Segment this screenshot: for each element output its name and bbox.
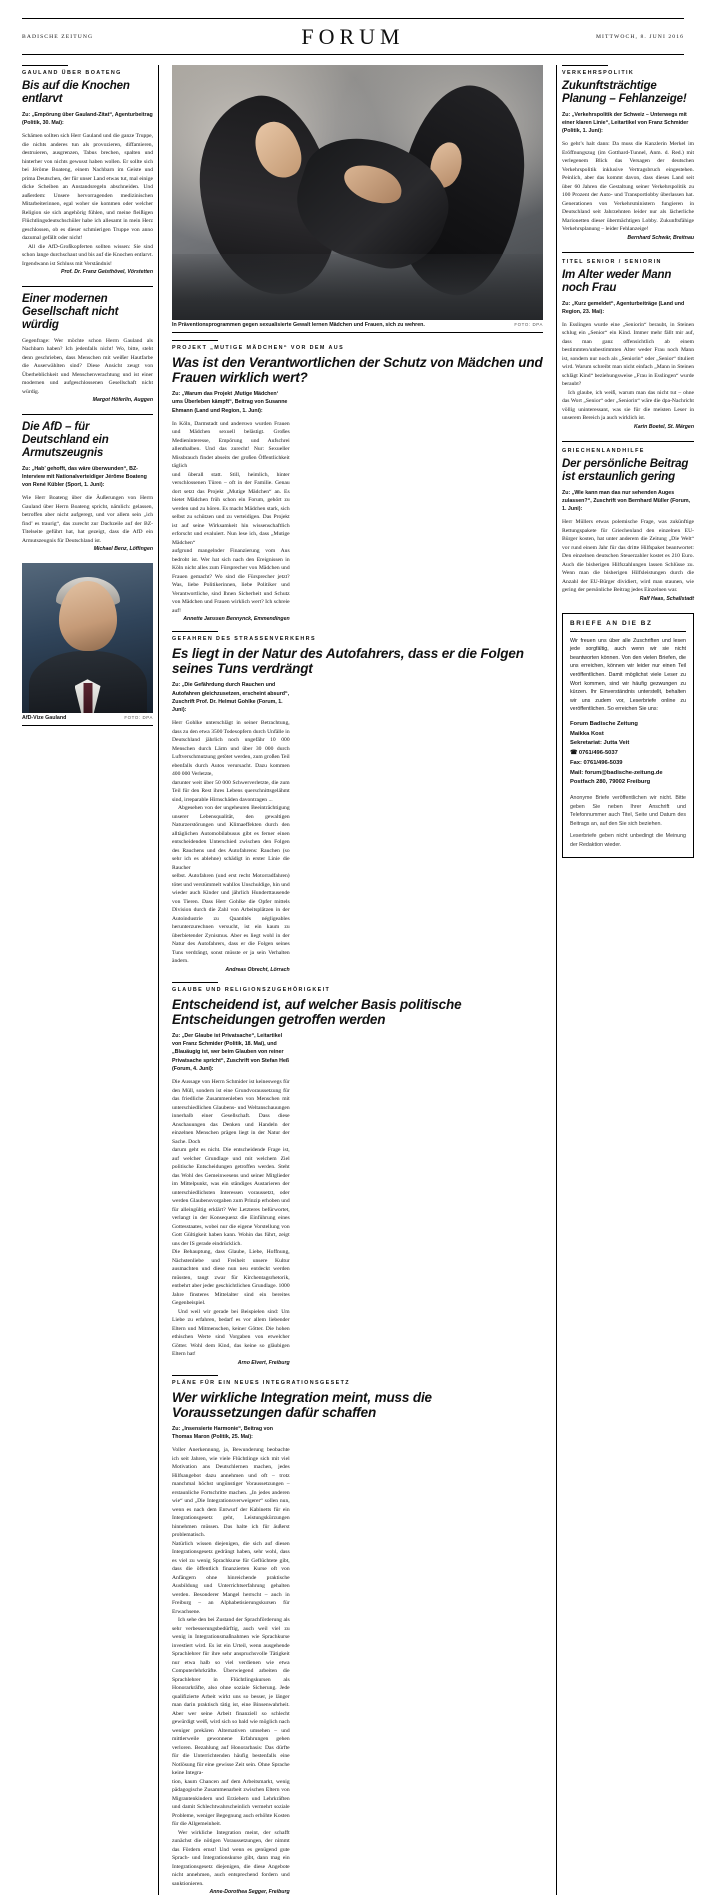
article-headline: Wer wirkliche Integration meint, muss die Voraussetzungen dafür schaffen [172, 1389, 432, 1420]
article-headline: Einer modernen Gesellschaft nicht würdig [22, 293, 119, 331]
article-afd-armutszeugnis [22, 414, 153, 554]
article-kicker: TITEL SENIOR / SENIORIN [562, 258, 662, 265]
article-body [172, 1425, 543, 1895]
right-column [562, 65, 694, 858]
article-paragraph: Herr Gohlke unterschlägt in seiner Betrachtung, dass zu den etwa 3500 Todesopfern durch Unfälle in Deutschland jährlich noch ungefähr 10 000 Menschen durch Lärm und über 30 000 durch Luftverschmutzung getötet werden, zum großen Teil ebenfalls durch Autos verursacht. Dazu kommen 400 000 Verletzte, [172, 720, 290, 778]
article-strassenverkehr [172, 631, 543, 973]
article-paragraph: Ich glaube, ich weiß, warum man das nicht tut – ohne das Wort „Senior“ oder „Seniorin“ wäre die dpa-Nachricht völlig uninteressant, was sie für die meisten Leser in unserem Bereich ja auch wirklich ist. [562, 389, 694, 422]
portrait-caption: AfD-Vize Gauland [22, 715, 67, 722]
portrait-image [22, 563, 153, 713]
article-intro: Zu: „Empörung über Gauland-Zitat“, Agenturbeitrag (Politik, 30. Mai): [22, 111, 153, 126]
portrait-caption-bar [22, 713, 153, 726]
article-signature: Anne-Dorothea Segger, Freiburg [209, 1889, 290, 1895]
article-intro: Zu: „Hab’ gehofft, das wäre überwunden“, BZ-Interview mit Nationalverteidiger Jérôme Boateng von René Kübler (Sport, 1. Juni): [22, 465, 147, 489]
center-column [164, 65, 551, 1895]
article-headline: Bis auf die Knochen entlarvt [22, 80, 130, 105]
contact-address: Postfach 280, 79002 Freiburg [570, 779, 651, 786]
article-body [22, 132, 153, 277]
box-intro-text: Wir freuen uns über alle Zuschriften und lesen jede sorgfältig, auch wenn wir sie nicht beantworten können. Von den vielen Briefen, die uns erreichen, können wir leider nur einen Teil veröffentlichen. Damit möglichst viele Leser zu Wort kommen, sind wir häufig gezwungen zu kürzen. Ihr Einverständnis unterstellt, behalten wir uns zudem vor, Leserbriefe online zu veröffentlichen. So erreichen Sie uns: [570, 637, 686, 713]
article-intro: Zu: „Warum das Projekt ‚Mutige Mädchen‘ ums Überleben kämpft“, Beitrag von Susanne Ehmann (Land und Region, 1. Juni): [172, 391, 288, 414]
page-title: FORUM [301, 24, 405, 49]
article-paragraph: tion, kaum Chancen auf dem Arbeitsmarkt, wenig pädagogische Zusammenarbeit zwischen Eltern von Migrantenkindern und Erziehern und Lehrkräften und damit Schlechtwahrscheinlich vermehrt soziale Probleme, weniger Begegnung auch erhöhte Kosten für die Allgemeinheit. [172, 1778, 290, 1828]
article-verkehrspolitik [562, 65, 694, 243]
kicker-rule [172, 1375, 218, 1376]
article-signature: Arno Elvert, Freiburg [237, 1359, 290, 1366]
article-paragraph: Wer wirkliche Integration meint, der schafft zunächst die nötigen Voraussetzungen, der nimmt das Fördern ernst! Und wenn es genügend gute Sprach- und Integrationskurse gibt, dann mag ein Integrationsgesetz diejenigen, die diese Angebote nicht annehmen, auch entsprechend fordern und sanktionieren. [172, 1829, 290, 1887]
article-signature: Bernhard Schwär, Breitnau [627, 234, 694, 241]
article-signature: Margot Höferlin, Auggen [92, 397, 153, 404]
article-paragraph: Abgesehen von der ungeheuren Beeinträchtigung unserer Lebensqualität, den gewaltigen Naturzerstörungen und Klimaeffekten durch den alltäglichen Automobilabusus gibt es ferner einen entscheidenden Unterschied zwischen den Folgen des Rauchens und des Autofahrens: Rauchen (so sehr ich es ablehne) schädigt in erster Linie die Raucher [172, 805, 290, 871]
article-intro: Zu: „Verkehrspolitik der Schweiz – Unterwegs mit einer klaren Linie“, Leitartikel von Franz Schmider (Politik, 1. Juni): [562, 111, 689, 135]
main-caption: In Präventionsprogrammen gegen sexualisierte Gewalt lernen Mädchen und Frauen, sich zu wehren. [172, 322, 425, 328]
article-paragraph: Gegenfrage: Wer möchte schon Herrn Gauland als Nachbarn haben? Ich jedenfalls nicht! Wo, bitte, steht denn geschrieben, dass Menschen mit weißer Hautfarbe die Auserwählten sind? Diese Ansicht zeugt von Überheblichkeit und Menschenverachtung und ist einer modernen und aufgeschlossenen Gesellschaft nicht würdig. [22, 337, 153, 395]
article-paragraph: Voller Anerkennung, ja, Bewunderung beobachte ich seit Jahren, wie viele Flüchtlinge sich mit viel Motivation ans Deutschlernen machen, jedes Hilfsangebot dazu annehmen und oft – trotz manchmal höchst ungünstiger Voraussetzungen – erstaunliche Fortschritte machen. „In jedes anderen wie“ und „Die Integrationsverweigerer“ sollen nun, wenn es nach dem Entwurf der Kabinetts für ein Integrationsgesetz geht, Leistungskürzungen hinnehmen müssen. Das halte ich für äußerst problematisch. [172, 1447, 290, 1539]
article-body [22, 494, 153, 554]
article-glaube-religion [172, 982, 543, 1366]
article-paragraph: Natürlich wissen diejenigen, die sich auf diesen Integrationsgesetz gedrängt haben, sehr wohl, dass es viel zu wenig Sprachkurse für Geflüchtete gibt, dass die öffentlich finanzierten Kurse oft von Anfängern ohne hinreichende praktische Ausbildung und Unterrichtserfahrung gehalten werden. Besonderer Mangel herrscht – auch in Freiburg – an Alphabetisierungskursen für Erwachsene. [172, 1540, 290, 1615]
contact-department: Forum Badische Zeitung [570, 720, 638, 727]
briefe-an-die-bz-box [562, 613, 694, 859]
article-kicker: GEFAHREN DES STRASSENVERKEHRS [172, 636, 316, 643]
contact-phone[interactable]: ☎ 0761/496-5037 [570, 750, 618, 757]
masthead-publication: BADISCHE ZEITUNG [22, 34, 94, 40]
article-intro: Zu: „Die Gefährdung durch Rauchen und Autofahren gleichzusetzen, erscheint absurd“, Zuschrift Prof. Dr. Helmut Gohlke (Forum, 1. Juni): [172, 682, 290, 714]
article-paragraph: darunter weit über 50 000 Schwerverletzte, die zum Teil für den Rest ihres Lebens querschnittsgelähmt sind, irreparable Hirnschäden davontragen ... [172, 779, 290, 803]
kicker-rule [172, 340, 218, 341]
article-kicker: PLÄNE FÜR EIN NEUES INTEGRATIONSGESETZ [172, 1379, 350, 1386]
article-body [22, 337, 153, 405]
article-signature: Karin Boetel, St. Märgen [634, 423, 694, 430]
article-headline: Was ist den Verantwortlichen der Schutz von Mädchen und Frauen wirklich wert? [172, 354, 543, 385]
article-headline: Entscheidend ist, auf welcher Basis politische Entscheidungen getroffen werden [172, 996, 462, 1027]
article-intro: Zu: „Wie kann man das nur sehenden Auges zulassen?“, Zuschrift von Bernhard Müller (Forum, 1. Juni): [562, 489, 691, 513]
main-photo-block [172, 65, 543, 333]
main-caption-bar [172, 320, 543, 333]
box-footnote-anonymous: Anonyme Briefe veröffentlichen wir nicht. Bitte geben Sie neben Ihrer Anschrift und Telefonnummer auch Titel, Seite und Datum des Beitrags an, auf den Sie sich beziehen. [570, 794, 686, 827]
article-paragraph: In Esslingen wurde eine „Seniorin“ beraubt, in Steinen schlug ein „Senior“ ein Kind. Immer mehr fällt mir auf, dass man ganz offensichtlich ab einem bestimmten/unbestimmten Alter weder Frau noch Mann ist, sondern nur noch als „Seniorin“ oder „Senior“ tituliert wird. Warum schreibt man nicht einfach „Mann in Steinen schlägt Kind“ beziehungsweise „Frau in Esslingen“ wurde beraubt? [562, 321, 694, 388]
article-paragraph: aufgrund mangelnder Finanzierung vom Aus bedroht ist. Wer hat sich nach den Ereignissen in Köln nicht alles zum Fürsprecher von Mädchen und Frauen gemacht? Wo sind die Fürsprecher jetzt? Was, liebe Politikerinnen, liebe Politiker und Verantwortliche, sind Ihnen Sicherheit und Schutz von Mädchen und Frauen wirklich wert? Ich schreie auf! [172, 548, 290, 614]
article-body [172, 1032, 543, 1366]
box-footnote-disclaimer: Leserbriefe geben nicht unbedingt die Meinung der Redaktion wieder. [570, 833, 686, 848]
article-paragraph: Schämen sollten sich Herr Gauland und die ganze Truppe, die nichts anderes tun als provozieren, diffamieren, destruieren, ausgrenzen, Tabus brechen, spalten und hinterher von nichts gewusst haben wollen. Er sollte sich bei Jérôme Boateng, einem Nachbarn im Geiste und prima Deutschen, der für unser Land etwas tut, mal einige dicke Scheiben an Anstandsregeln abschneiden. Und außerdem: Unsere hervorragenden medizinischen Mitarbeiterinnen, egal woher sie kommen oder welcher Religion sie sich angehörig fühlen, und meine fleißigen Flüchtlingsdeutschschüler habe ich allesamt in mein Herz geschlossen, ob es dieser schmierigen Truppe von anno dazumal gefällt oder nicht! [22, 133, 153, 242]
contact-editor: Maikka Kost [570, 730, 604, 737]
masthead [22, 18, 684, 55]
column-divider [158, 65, 159, 1895]
article-body [562, 518, 694, 603]
article-paragraph: Die Behauptung, dass Glaube, Liebe, Hoffnung, Nächstenliebe und Freiheit unsere Kultur ausmachten und diese nun neu entdeckt werden müssten, taugt zwar für Kirchentagsrhetorik, entbehrt aber jeder geschichtlichen Grundlage. 1000 Jahre finsteres Mittelalter sind ein bereites Gegenbeispiel. [172, 1249, 290, 1307]
article-paragraph: Herr Müllers etwas polemische Frage, was zukünftige Rettungspakete für Griechenland den einzelnen EU-Bürger kosten, hat unter anderem die Zeitung „Die Welt“ vor rund einem Jahr für das dritte Hilfspaket beantwortet: Den einzelnen deutschen Steuerzahler kostet es 210 Euro. Auch die bisherigen Hilfszahlungen lassen Schlüsse zu. Wenn man die bisherigen Hilfsleistungen durch die Anzahl der EU-Bürger dividiert, wird man staunen, wie gering der persönliche Beitrag jedes Einzelnen war. [562, 519, 694, 594]
article-paragraph: Die Aussage von Herrn Schmider ist keineswegs für den Müll, sondern ist eine Grundvoraussetzung für das friedliche Zusammenleben von Menschen mit unterschiedlichen Glaubens- und Weltanschauungen innerhalb einer Gesellschaft. Dass diese Anschauungen das Denken und Handeln der einzelnen Menschen prägen liegt in der Natur der Sache. Doch [172, 1079, 290, 1145]
article-intro: Zu: „Der Glaube ist Privatsache“, Leitartikel von Franz Schmider (Politik, 18. Mai), und „Blauäugig ist, wer beim Glauben von reiner Privatsache spricht“, Zuschrift von Stefan Heß (Forum, 4. Juni): [172, 1033, 290, 1072]
article-kicker: VERKEHRSPOLITIK [562, 70, 635, 76]
article-paragraph: In Köln, Darmstadt und anderswo wurden Frauen und Mädchen sexuell belästigt. Großes Medieninteresse, Empörung und Aufschrei allenthalben. Und das zurecht! Nur: Sexueller Missbrauch findet abseits der großen Öffentlichkeit täglich [172, 420, 290, 470]
article-intro: Zu: „Insensierte Harmonie“, Beitrag von Thomas Maron (Politik, 25. Mai): [172, 1425, 273, 1440]
article-gauland-boateng [22, 65, 153, 277]
article-body [172, 681, 543, 972]
article-signature: Annette Janssen Bennynck, Emmendingen [183, 616, 290, 623]
article-griechenlandhilfe [562, 441, 694, 604]
main-credit: FOTO: DPA [514, 322, 543, 327]
article-signature: Andreas Obrecht, Lörrach [225, 966, 290, 973]
article-paragraph: Ich sehe den bei Zustand der Sprachförderung als sehr verbesserungsbedürftig, auch weil viel zu wenig in Integrationsmaßnahmen wie Sprachkurse investiert wird. Es ist ein Urteil, wenn ausgehende Sprachlehrer für ihre sehr anspruchsvolle Tätigkeit nur etwa halb so viel verdienen wie etwa Computerlehrkräfte. Überwiegend arbeiten die Sprachlehrer in Flüchtlingskursen als Honorarkräfte, also ohne soziale Sicherung. Jede qualifizierte Arbeit wirkt uns so besser, je länger man darin praktisch tätig ist, eine Binsenwahrheit. Aber wer seine Arbeit finanziell so schlecht gewürdigt weiß, wird sich so bald wie möglich nach weniger prekären Alternativen umsehen – und mittlerweile gewonnene Erfahrungen gehen verloren. Bezahlung auf Honorarbasis: Das dürfte für die Unterrichtenden häufig bestenfalls eine Notlösung für eine gewisse Zeit sein. Ohne Sprache keine Integra- [172, 1617, 290, 1777]
article-paragraph: und überall statt. Still, heimlich, hinter verschlossenen Türen – oft in der Familie. Genau dort setzt das Projekt „Mutige Mädchen“ an. Es bietet Mädchen früh schon ein Forum, gehört zu werden und zu hören. Es macht Mädchen stark, sich selbst zu schützen und zu verteidigen. Das Projekt ist auf seine Wirksamkeit hin wissenschaftlich erforscht und evaluiert. Nun lese ich, dass „Mutige Mädchen“ [172, 471, 290, 546]
article-paragraph: All die AfD-Großkopferten sollten wissen: Sie sind schon lange durchschaut und bis auf die Knochen entlarvt. Irgendwann ist Schluss mit Verständnis! [22, 243, 153, 267]
article-body [562, 321, 694, 432]
article-paragraph: Wie Herr Boateng über die Äußerungen von Herrn Gauland über Herrn Boateng spricht, nämlich: gelassen, betroffen aber nicht aufgeregt, und vor allem sein „ich find’ es traurig“, das zurecht zur Dachzeile auf der BZ-Titelseite geführt hat, hat gezeigt, dass die AfD ein Armutszeugnis für Deutschland ist. [22, 495, 153, 544]
article-moderne-gesellschaft [22, 286, 153, 405]
portrait-credit: FOTO: DPA [124, 715, 153, 721]
article-signature: Michael Benz, Löffingen [93, 546, 153, 553]
article-mutige-maedchen [172, 340, 543, 622]
article-intro: Zu: „Kurz gemeldet“, Agenturbeiträge (Land und Region, 23. Mai): [562, 300, 685, 315]
column-divider [556, 65, 557, 1895]
article-paragraph: So geht’s halt dann: Da muss die Kanzlerin Merkel im Eröffnungszug (im Gotthard-Tunnel, Anm. d. Red.) mit verlegenem Blick das Versagen der deutschen Verkehrspolitik inklusive Vertragsbruch eingestehen. Peinlich, aber das kommt davon, dass dieses Land seit über 60 Jahren die Gestaltung seiner Verkehrspolitik zu 100 Prozent der Auto- und Transportlobby überlassen hat. Generationen von Verkehrsministern fungieren in Deutschland seit Jahrzehnten leider nur als lächerliche Marionetten dieser übermächtigen Lobby. Zukunftsfähige Verkehrsplanung – leider Fehlanzeige! [562, 141, 694, 233]
article-headline: Im Alter weder Mann noch Frau [562, 268, 672, 294]
main-image [172, 65, 543, 320]
article-headline: Die AfD – für Deutschland ein Armutszeugnis [22, 421, 109, 459]
article-signature: Prof. Dr. Franz Geisthövel, Vörstetten [61, 269, 153, 276]
article-signature: Ralf Haas, Schallstadt [639, 595, 694, 602]
article-integrationsgesetz [172, 1375, 543, 1895]
article-kicker: PROJEKT „MUTIGE MÄDCHEN“ VOR DEM AUS [172, 344, 345, 351]
article-headline: Der persönliche Beitrag ist erstaunlich gering [562, 457, 689, 483]
article-kicker: GAULAND ÜBER BOATENG [22, 70, 122, 76]
article-paragraph: Und weil wir gerade bei Beispielen sind: Um Liebe zu erfahren, bedarf es vor allem liebender Eltern und Mitmenschen, keiner Götter. Die hohen ethischen Werte sind Vorgaben von etwelcher Götter. Wohl dem Kind, das keine so gläubigen Eltern hat! [172, 1308, 290, 1358]
kicker-rule [562, 65, 608, 66]
article-kicker: GLAUBE UND RELIGIONSZUGEHÖRIGKEIT [172, 986, 331, 993]
masthead-date: MITTWOCH, 8. JUNI 2016 [595, 34, 684, 40]
article-body [562, 140, 694, 242]
left-column [22, 65, 153, 733]
contact-secretariat: Sekretariat: Jutta Veit [570, 740, 630, 747]
article-paragraph: darum geht es nicht. Die entscheidende Frage ist, auf welcher Grundlage und mit welchem Ziel politische Entscheidungen getroffen werden. Steht das Wohl des Gemeinwesens und seiner Mitglieder im Mittelpunkt, was ein ständiges Austarieren der unterschiedlichsten Interessen voraussetzt, oder werden Glaubensvorgaben zum Prinzip erhoben und für alleingültig erklärt? Wer Letzteres befürwortet, verlangt in der Konsequenz die Einführung eines Gottesstaates, wobei nur die eigene Vorstellung von Gott Gültigkeit haben kann. Wohin das führt, zeigt uns der IS gerade eindrücklich. [172, 1147, 290, 1247]
article-headline: Es liegt in der Natur des Autofahrers, dass er die Folgen seines Tuns verdrängt [172, 646, 524, 677]
article-headline: Zukunftsträchtige Planung – Fehlanzeige! [562, 80, 687, 105]
contact-fax: Fax: 0761/496-5039 [570, 759, 623, 766]
article-senior-seniorin [562, 252, 694, 432]
article-kicker: GRIECHENLANDHILFE [562, 447, 645, 454]
kicker-rule [172, 631, 218, 632]
contact-mail[interactable]: Mail: forum@badische-zeitung.de [570, 769, 663, 776]
kicker-rule [172, 982, 218, 983]
article-body [172, 390, 543, 622]
page-grid [22, 65, 694, 1895]
contact-block [570, 720, 686, 788]
portrait-photo-gauland [22, 563, 153, 726]
box-title: BRIEFE AN DIE BZ [570, 620, 686, 632]
article-paragraph: selbst. Autofahren (und erst recht Motorradfahren) tötet und verstümmelt wahllos Unschuldige, hin und wieder auch Kinder und jährlich Hunderttausende von Tieren. Dass Herr Gohlke die Opfer mittels Division durch die Zahl von Arbeitsplätzen in der Autoindustrie zu Quantités négligeables herunterzurechnen versucht, ist ein kaum zu überbietender Zynismus. Aber es liegt wohl in der Natur des Autofahrers, dass er die Folgen seines Tuns verdrängt, sonst müsste er ja sein Verhalten ändern. [172, 873, 290, 965]
kicker-rule [22, 65, 68, 66]
